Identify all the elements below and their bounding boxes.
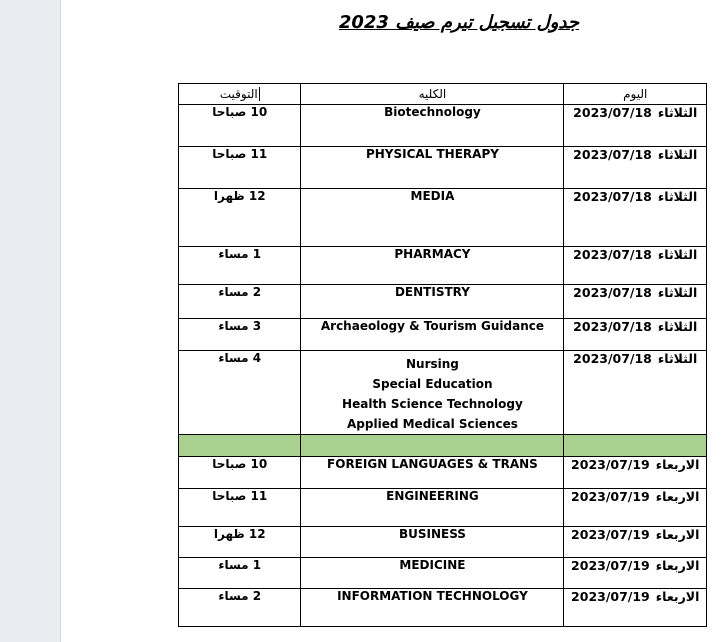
college-cell: Biotechnology bbox=[301, 105, 564, 147]
time-cell: 12 ظهرا bbox=[179, 189, 301, 247]
college-cell: DENTISTRY bbox=[301, 285, 564, 319]
college-cell: PHARMACY bbox=[301, 247, 564, 285]
time-cell: 3 مساء bbox=[179, 319, 301, 351]
table-row bbox=[179, 247, 707, 285]
college-cell: MEDICINE bbox=[301, 558, 564, 589]
college-cell: MEDIA bbox=[301, 189, 564, 247]
day-cell: 2023/07/19 الاربعاء bbox=[564, 589, 707, 627]
registration-schedule-table bbox=[178, 83, 707, 627]
separator-cell bbox=[564, 435, 707, 457]
time-cell: 1 مساء bbox=[179, 558, 301, 589]
day-cell: 2023/07/18 الثلاثاء bbox=[564, 285, 707, 319]
day-cell: 2023/07/19 الاربعاء bbox=[564, 489, 707, 527]
table-row bbox=[179, 147, 707, 189]
text-cursor bbox=[259, 87, 260, 101]
college-cell: BUSINESS bbox=[301, 527, 564, 558]
table-row bbox=[179, 558, 707, 589]
time-cell: 11 صباحا bbox=[179, 147, 301, 189]
table-row bbox=[179, 189, 707, 247]
college-cell: PHYSICAL THERAPY bbox=[301, 147, 564, 189]
separator-cell bbox=[301, 435, 564, 457]
time-cell: 1 مساء bbox=[179, 247, 301, 285]
college-cell: Archaeology & Tourism Guidance bbox=[301, 319, 564, 351]
table-row bbox=[179, 285, 707, 319]
time-cell: 4 مساء bbox=[179, 351, 301, 435]
time-cell: 2 مساء bbox=[179, 589, 301, 627]
day-cell: 2023/07/18 الثلاثاء bbox=[564, 189, 707, 247]
college-cell: INFORMATION TECHNOLOGY bbox=[301, 589, 564, 627]
table-row bbox=[179, 589, 707, 627]
table-row bbox=[179, 319, 707, 351]
document-title: جدول تسجيل تيرم صيف 2023 bbox=[338, 12, 579, 33]
document-side-gutter bbox=[0, 0, 61, 642]
college-cell: FOREIGN LANGUAGES & TRANS bbox=[301, 457, 564, 489]
college-line: Applied Medical Sciences bbox=[347, 417, 518, 431]
day-cell: 2023/07/18 الثلاثاء bbox=[564, 105, 707, 147]
time-cell: 11 صباحا bbox=[179, 489, 301, 527]
table-row bbox=[179, 457, 707, 489]
table-header-row bbox=[179, 84, 707, 105]
table-row bbox=[179, 489, 707, 527]
table-row bbox=[179, 351, 707, 435]
college-line: Health Science Technology bbox=[342, 397, 523, 411]
header-college: الكليه bbox=[301, 84, 564, 105]
header-day: اليوم bbox=[564, 84, 707, 105]
time-cell: 2 مساء bbox=[179, 285, 301, 319]
day-cell: 2023/07/18 الثلاثاء bbox=[564, 351, 707, 435]
table-row bbox=[179, 527, 707, 558]
separator-row bbox=[179, 435, 707, 457]
day-cell: 2023/07/19 الاربعاء bbox=[564, 527, 707, 558]
time-cell: 12 ظهرا bbox=[179, 527, 301, 558]
day-cell: 2023/07/18 الثلاثاء bbox=[564, 147, 707, 189]
separator-cell bbox=[179, 435, 301, 457]
time-cell: 10 صباحا bbox=[179, 105, 301, 147]
table-row bbox=[179, 105, 707, 147]
day-cell: 2023/07/19 الاربعاء bbox=[564, 558, 707, 589]
day-cell: 2023/07/18 الثلاثاء bbox=[564, 319, 707, 351]
day-cell: 2023/07/19 الاربعاء bbox=[564, 457, 707, 489]
college-line: Special Education bbox=[372, 377, 493, 391]
college-cell-multi bbox=[301, 351, 564, 435]
time-cell: 10 صباحا bbox=[179, 457, 301, 489]
day-cell: 2023/07/18 الثلاثاء bbox=[564, 247, 707, 285]
college-line: Nursing bbox=[405, 357, 459, 371]
header-time: التوقيت bbox=[179, 84, 301, 105]
college-cell: ENGINEERING bbox=[301, 489, 564, 527]
